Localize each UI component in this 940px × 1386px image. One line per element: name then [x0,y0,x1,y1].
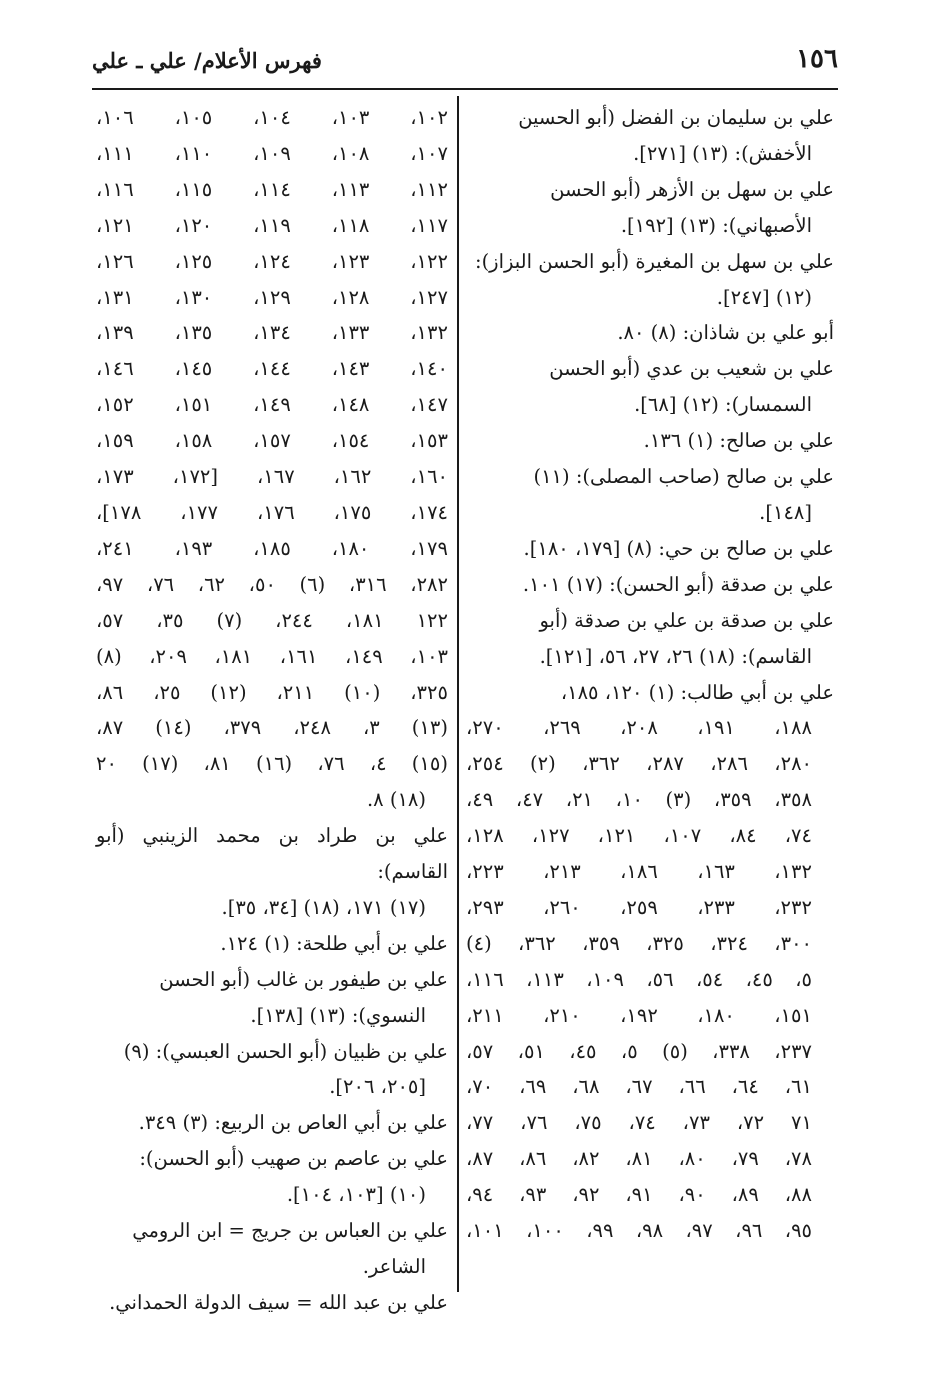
index-entry [466,459,834,531]
entry-heading: علي بن أبي طلحة: (١) ١٢٤. [220,931,448,955]
page-header [92,40,838,90]
entry-heading: علي بن صالح (صاحب المصلى): (١١) [533,465,834,489]
index-entry [96,1213,448,1285]
page-reference-line: ١٢٧، ١٢٨، ١٢٩، ١٣٠، ١٣١، [96,285,448,309]
entry-heading: علي بن صدقة (أبو الحسن): (١٧) ١٠١. [522,572,834,596]
entry-heading: علي بن أبي العاص بن الربيع: (٣) ٣٤٩. [138,1111,448,1135]
index-entry [466,172,834,244]
index-entry [466,423,834,459]
page-reference-line: ٨٨، ٨٩، ٩٠، ٩١، ٩٢، ٩٣، ٩٤، [466,1183,812,1207]
page-reference-line: (١٣) ٣، ٢٤٨، ٣٧٩، (١٤) ٨٧، [96,716,448,740]
page-reference-line: ١٦٠، ١٦٢، ١٦٧، [١٧٢، ١٧٣، [96,465,449,489]
page-reference-line: ١٤٧، ١٤٨، ١٤٩، ١٥١، ١٥٢، [96,393,448,417]
entry-heading: علي بن سهل بن المغيرة (أبو الحسن البزاز): [475,249,834,273]
entry-heading: علي بن العباس بن جريج = ابن الرومي [132,1219,448,1243]
index-entry [466,244,834,316]
entry-heading: علي بن طراد بن محمد الزينبي (أبو القاسم): [96,824,448,884]
index-entry [96,1141,448,1213]
index-entry-continued [96,100,448,818]
index-column-right [466,100,834,1249]
page-reference-line: ١١٧، ١١٨، ١١٩، ١٢٠، ١٢١، [96,213,448,237]
entry-heading: علي بن شعيب بن عدي (أبو الحسن [549,357,834,381]
page-reference-line: ١٣٢، ١٦٣، ١٨٦، ٢١٣، ٢٢٣، [466,860,812,884]
index-entry [466,675,834,1250]
page-reference-line: ١٢٢ ١٨١، ٢٤٤، (٧) ٣٥، ٥٧، [96,608,448,632]
entry-heading: علي بن سليمان بن الفضل (أبو الحسين [518,106,834,129]
index-entry [96,1034,448,1106]
page-reference-line: ١٥١، ١٨٠، ١٩٢، ٢١٠، ٢١١، [466,1003,812,1027]
index-entry [466,603,834,675]
entry-heading: أبو علي بن شاذان: (٨) ٨٠. [617,321,834,345]
page-reference-line: ٢٨٢، ٣١٦، (٦) ٥٠، ٦٢، ٧٦، ٩٧، [96,572,448,596]
entry-continuation: (١٠) [١٠٣، ١٠٤]. [286,1183,426,1207]
page-reference-line: ٣٢٥، (١٠) ٢١١، (١٢) ٢٥، ٨٦، [96,680,448,704]
page-reference-line: ١٠٢، ١٠٣، ١٠٤، ١٠٥، ١٠٦، [96,106,448,129]
index-entry [466,567,834,603]
entry-heading: علي بن صالح: (١) ١٣٦. [643,429,834,453]
index-entry [466,100,834,172]
page-reference-line: ٢٨٠، ٢٨٦، ٢٨٧، ٣٦٢، (٢) ٢٥٤، [466,752,813,776]
page-reference-line: ١٧٩، ١٨٠، ١٨٥، ١٩٣، ٢٤١، [96,536,448,560]
page-reference-line: ٧٨، ٧٩، ٨٠، ٨١، ٨٢، ٨٦، ٨٧، [466,1147,812,1171]
entry-continuation: القاسم): (١٨) ٢٦، ٢٧، ٥٦، [١٢١]. [539,644,812,668]
entry-continuation: الأصبهاني): (١٣) [١٩٢]. [620,213,812,237]
page-reference-line: ١٥٣، ١٥٤، ١٥٧، ١٥٨، ١٥٩، [96,429,448,453]
page-reference-line: ١٢٢، ١٢٣، ١٢٤، ١٢٥، ١٢٦، [96,249,448,273]
page-reference-line: ٩٥، ٩٦، ٩٧، ٩٨، ٩٩، ١٠٠، ١٠١، [466,1219,813,1243]
page-reference-line: ٣٠٠، ٣٢٤، ٣٢٥، ٣٥٩، ٣٦٢، (٤) [466,931,813,955]
page-reference-line: ٧٤، ٨٤، ١٠٧، ١٢١، ١٢٧، ١٢٨، [466,824,812,848]
entry-heading: علي بن سهل بن الأزهر (أبو الحسن [550,177,834,201]
index-entry [96,1285,448,1321]
index-entry [466,531,834,567]
entry-continuation: (١٧) ١٧١، (١٨) [٣٤، ٣٥]. [221,895,426,919]
page-reference-line: ٥، ٤٥، ٥٤، ٥٦، ١٠٩، ١١٣، ١١٦، [466,967,813,991]
entry-continuation: [١٤٨]. [759,500,812,524]
page-number: ١٥٦ [796,44,838,74]
entry-heading: علي بن صالح بن حي: (٨) [١٧٩، ١٨٠]. [523,536,834,560]
index-entry [466,351,834,423]
running-title: فهرس الأعلام/ علي ـ علي [92,48,322,73]
page-reference-line: ١٧٤، ١٧٥، ١٧٦، ١٧٧، ١٧٨]، [96,500,449,524]
index-column-left [96,100,448,1321]
page-reference-line: ١٨٨، ١٩١، ٢٠٨، ٢٦٩، ٢٧٠، [466,716,812,740]
index-entry [96,1105,448,1141]
page-reference-line: ١٣٢، ١٣٣، ١٣٤، ١٣٥، ١٣٩، [96,321,448,345]
entry-heading: علي بن أبي طالب: (١) ١٢٠، ١٨٥، [560,680,834,704]
page-reference-line: ٧١ ٧٢، ٧٣، ٧٤، ٧٥، ٧٦، ٧٧، [466,1111,812,1135]
entry-continuation: [٢٠٥، ٢٠٦]. [329,1075,426,1099]
entry-continuation: السمسار): (١٢) [٦٨]. [634,393,812,417]
page-reference-line: ١١٢، ١١٣، ١١٤، ١١٥، ١١٦، [96,177,448,201]
entry-continuation: الأخفش): (١٣) [٢٧١]. [633,141,812,165]
entry-heading: علي بن عبد الله = سيف الدولة الحمداني. [109,1290,448,1314]
page-reference-line: ٢٣٧، ٣٣٨، (٥) ٥، ٤٥، ٥١، ٥٧، [466,1039,813,1063]
page-reference-line: ٣٥٨، ٣٥٩، (٣) ١٠، ٢١، ٤٧، ٤٩، [466,788,812,812]
index-entry [96,962,448,1034]
entry-heading: علي بن طيفور بن غالب (أبو الحسن [159,967,448,991]
entry-continuation: الشاعر. [362,1255,426,1278]
entry-heading: علي بن صدقة بن علي بن صدقة (أبو [539,608,834,632]
index-entry [96,926,448,962]
index-entry [96,818,448,926]
page-reference-line: ٦١، ٦٤، ٦٦، ٦٧، ٦٨، ٦٩، ٧٠، [466,1075,812,1099]
page-reference-line: (١٥) ٤، ٧٦، (١٦) ٨١، (١٧) ٢٠ [96,752,448,776]
page-reference-line: (١٨) ٨. [366,788,426,812]
page-reference-line: ١٤٠، ١٤٣، ١٤٤، ١٤٥، ١٤٦، [96,357,448,381]
entry-heading: علي بن عاصم بن صهيب (أبو الحسن): [139,1147,448,1171]
page-reference-line: ١٠٣، ١٤٩، ١٦١، ١٨١، ٢٠٩، (٨) [96,644,449,668]
page-reference-line: ٢٣٢، ٢٣٣، ٢٥٩، ٢٦٠، ٢٩٣، [466,895,812,919]
index-entry [466,315,834,351]
entry-heading: علي بن ظبيان (أبو الحسن العبسي): (٩) [123,1039,448,1063]
entry-continuation: (١٢) [٢٤٧]. [716,285,812,309]
column-divider [457,96,459,1292]
page-reference-line: ١٠٧، ١٠٨، ١٠٩، ١١٠، ١١١، [96,141,448,165]
entry-continuation: النسوي): (١٣) [١٣٨]. [250,1003,426,1027]
